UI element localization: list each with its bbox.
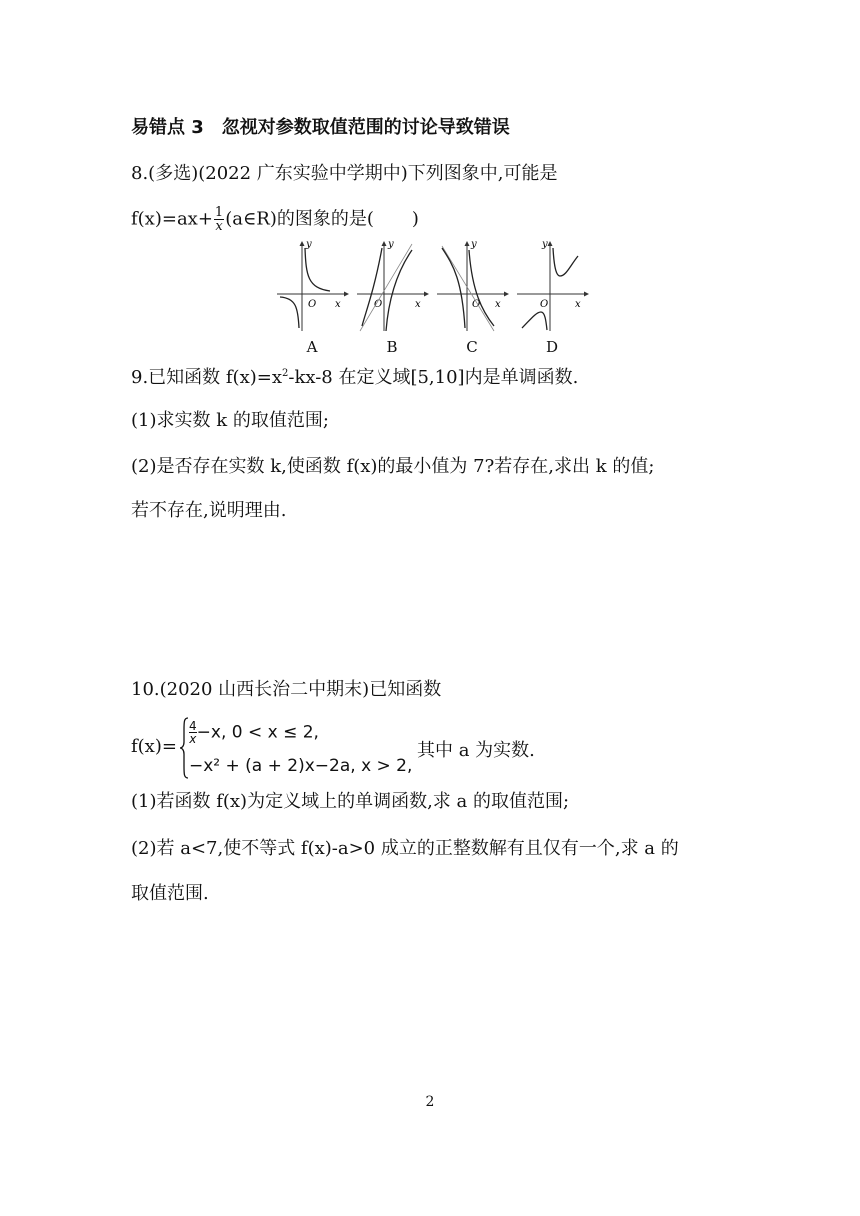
q9-stem-post: -kx-8 在定义域[5,10]内是单调函数. xyxy=(288,367,579,388)
graph-a xyxy=(272,236,352,336)
q9-part2-cont: 若不存在,说明理由. xyxy=(131,500,287,521)
figure-b xyxy=(352,236,432,356)
q8-formula-prefix: f(x)=ax+ xyxy=(131,208,213,230)
axis-y-label: y xyxy=(388,239,394,250)
origin-label: O xyxy=(308,299,317,310)
origin-label: x xyxy=(495,299,501,310)
q8-stem-line1: 8.(多选)(2022 广东实验中学期中)下列图象中,可能是 xyxy=(131,163,558,184)
q9-stem-pre: 9.已知函数 f(x)=x xyxy=(131,367,282,388)
q10-case1-rest: −x, 0 < x ≤ 2, xyxy=(196,722,319,743)
q9-part1: (1)求实数 k 的取值范围; xyxy=(131,410,329,431)
axis-y-label: y xyxy=(306,239,312,250)
q8-formula-suffix: (a∈R)的图象的是( xyxy=(225,208,374,230)
q10-part1: (1)若函数 f(x)为定义域上的单调函数,求 a 的取值范围; xyxy=(131,791,570,812)
figure-d xyxy=(512,236,592,356)
q10-rest: 其中 a 为实数. xyxy=(417,740,535,761)
q10-case1-den: x xyxy=(189,732,197,746)
graph-c xyxy=(432,236,512,336)
q8-figures xyxy=(272,236,592,356)
figure-a xyxy=(272,236,352,356)
figure-c-label: C xyxy=(466,338,478,356)
graph-b xyxy=(352,236,432,336)
q10-case2: −x² + (a + 2)x−2a, x > 2, xyxy=(189,756,413,776)
q10-case1-fraction xyxy=(189,720,197,745)
q8-frac-num: 1 xyxy=(214,205,224,220)
section-heading: 易错点 3 忽视对参数取值范围的讨论导致错误 xyxy=(131,117,510,138)
origin-label: O xyxy=(472,299,481,310)
q10-part2: (2)若 a<7,使不等式 f(x)-a>0 成立的正整数解有且仅有一个,求 a 的 xyxy=(131,838,679,859)
figure-a-label: A xyxy=(306,338,318,356)
q10-case1 xyxy=(189,720,319,745)
figure-d-label: D xyxy=(545,338,559,356)
q9-part2: (2)是否存在实数 k,使函数 f(x)的最小值为 7?若存在,求出 k 的值; xyxy=(131,456,655,477)
q8-close-paren: ) xyxy=(411,208,419,230)
q10-stem: 10.(2020 山西长治二中期末)已知函数 xyxy=(131,679,442,700)
graph-d xyxy=(512,236,592,336)
axis-x-label: x xyxy=(415,299,421,310)
q10-lhs: f(x)= xyxy=(131,736,177,757)
axis-y-label: y xyxy=(471,239,477,250)
q10-part2-cont: 取值范围. xyxy=(131,883,209,904)
q8-frac-den: x xyxy=(215,219,223,234)
origin-label: O xyxy=(540,299,549,310)
axis-y-label: y xyxy=(542,239,548,250)
q8-fraction xyxy=(214,206,224,233)
page-number: 2 xyxy=(425,1094,435,1110)
figure-c xyxy=(432,236,512,356)
axis-x-label: x xyxy=(335,299,341,310)
brace-icon xyxy=(179,716,189,780)
q10-case1-num: 4 xyxy=(189,719,197,733)
q9-superscript: 2 xyxy=(282,368,289,379)
q8-stem-line2 xyxy=(131,206,419,233)
q9-stem xyxy=(131,362,578,390)
origin-label: O xyxy=(374,299,383,310)
axis-x-label: x xyxy=(575,299,581,310)
figure-b-label: B xyxy=(386,338,398,356)
